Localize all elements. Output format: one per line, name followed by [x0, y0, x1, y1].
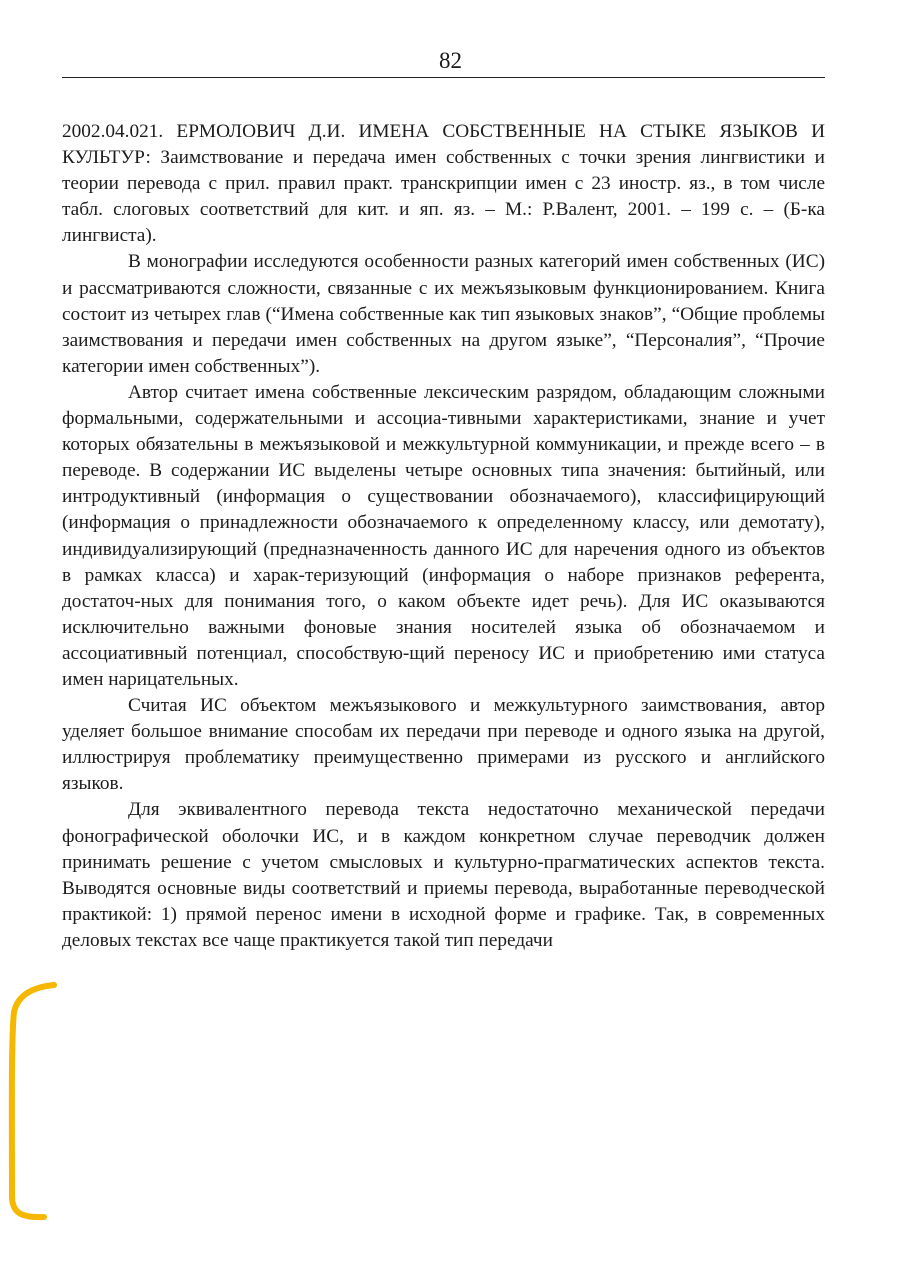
body-paragraph-2: Автор считает имена собственные лексическим разрядом, обладающим сложными формальными, содержательными и ассоциа-тивными характеристиками, знание и учет которых обязательны в межъязыковой и межкультурной коммуникации, и прежде всего – в переводе. В содержании ИС выделены четыре основных типа значения: бытийный, или интродуктивный (информация о существовании обозначаемого), классифицирующий (информация о принадлежности обозначаемого к определенному классу, или демотату), индивидуализирующий (предназначенность данного ИС для наречения одного из объектов в рамках класса) и харак-теризующий (информация о наборе признаков референта, достаточ-ных для понимания того, о каком объекте идет речь). Для ИС оказываются исключительно важными фоновые знания носителей языка об обозначаемом и ассоциативный потенциал, способствую-щий переносу ИС и приобретению ими статуса имен нарицательных.: [62, 381, 825, 690]
page-number: 82: [439, 48, 462, 73]
citation-paragraph: 2002.04.021. ЕРМОЛОВИЧ Д.И. ИМЕНА СОБСТВЕННЫЕ НА СТЫКЕ ЯЗЫКОВ И КУЛЬТУР: Заимствование и передача имен собственных с точки зрения лингвистики и теории перевода с прил. правил практ. транскрипции имен с 23 иностр. яз., в том числе табл. слоговых соответствий для кит. и яп. яз. – М.: Р.Валент, 2001. – 199 с. – (Б-ка лингвиста).: [62, 121, 825, 247]
body-paragraph-1: В монографии исследуются особенности разных категорий имен собственных (ИС) и рассматриваются сложности, связанные с их межъязыковым функционированием. Книга состоит из четырех глав (“Имена собственные как тип языковых знаков”, “Общие проблемы заимствования и передачи имен собственных на другом языке”, “Персоналия”, “Прочие категории имен собственных”).: [62, 251, 825, 377]
body-paragraph-4: Для эквивалентного перевода текста недостаточно механической передачи фонографической оболочки ИС, и в каждом конкретном случае переводчик должен принимать решение с учетом смысловых и культурно-прагматических аспектов текста. Выводятся основные виды соответствий и приемы перевода, выработанные переводческой практикой: 1) прямой перенос имени в исходной форме и графике. Так, в современных деловых текстах все чаще практикуется такой тип передачи: [62, 799, 825, 951]
body-paragraph-3: Считая ИС объектом межъязыкового и межкультурного заимствования, автор уделяет большое внимание способам их передачи при переводе и одного языка на другой, иллюстрируя проблематику преимущественно примерами из русского и английского языков.: [62, 695, 825, 795]
header-rule: [62, 77, 825, 78]
article-body: [62, 119, 825, 954]
